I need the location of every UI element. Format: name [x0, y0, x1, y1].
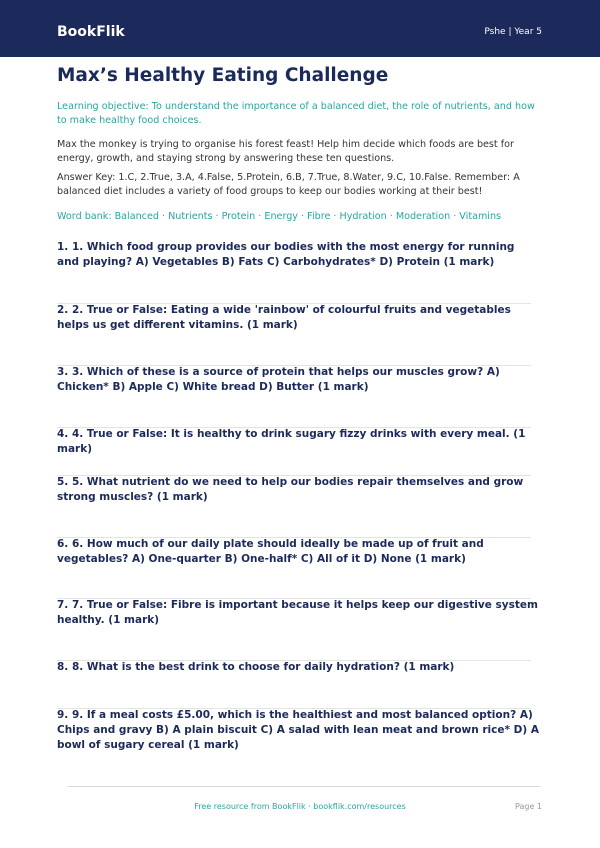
question-3: 3. 3. Which of these is a source of protein that helps our muscles grow? A) Chicken* B) Apple C) White bread D) Butter (1 mark) [57, 366, 500, 393]
subject-year-label: Pshe | Year 5 [484, 27, 542, 37]
question-2: 2. 2. True or False: Eating a wide 'rainbow' of colourful fruits and vegetables helps us get different vitamins. (1 mark) [57, 304, 511, 331]
page-title: Max’s Healthy Eating Challenge [57, 65, 389, 86]
question-6: 6. 6. How much of our daily plate should ideally be made up of fruit and vegetables? A) One-quarter B) One-half* C) All of it D) None (1 mark) [57, 538, 484, 565]
question-1: 1. 1. Which food group provides our bodies with the most energy for running and playing? A) Vegetables B) Fats C) Carbohydrates* D) Protein (1 mark) [57, 241, 515, 268]
footer-divider [68, 786, 540, 787]
intro-text: Max the monkey is trying to organise his forest feast! Help him decide which foods are best for energy, growth, and staying strong by answering these ten questions. [57, 139, 514, 164]
word-bank: Word bank: Balanced · Nutrients · Protein · Energy · Fibre · Hydration · Moderation · Vitamins [57, 211, 502, 222]
question-9: 9. 9. If a meal costs £5.00, which is the healthiest and most balanced option? A) Chips and gravy B) A plain biscuit C) A salad with lean meat and brown rice* D) A bowl of sugary cereal (1 mark) [57, 709, 539, 751]
brand-logo-text[interactable]: BookFlik [57, 24, 125, 40]
question-8: 8. 8. What is the best drink to choose for daily hydration? (1 mark) [57, 661, 455, 673]
question-5: 5. 5. What nutrient do we need to help our bodies repair themselves and grow strong muscles? (1 mark) [57, 476, 524, 503]
header-bar [0, 0, 600, 57]
question-4: 4. 4. True or False: It is healthy to drink sugary fizzy drinks with every meal. (1 mark) [57, 428, 526, 455]
question-7: 7. 7. True or False: Fibre is important because it helps keep our digestive system healthy. (1 mark) [57, 599, 538, 626]
page-number: Page 1 [515, 802, 542, 811]
answer-key: Answer Key: 1.C, 2.True, 3.A, 4.False, 5.Protein, 6.B, 7.True, 8.Water, 9.C, 10.False. Remember: A balanced diet includes a variety of food groups to keep our bodies working at their best! [57, 172, 520, 197]
learning-objective: Learning objective: To understand the importance of a balanced diet, the role of nutrients, and how to make healthy food choices. [57, 101, 535, 126]
footer-link-text[interactable]: Free resource from BookFlik · bookflik.com/resources [194, 802, 406, 811]
